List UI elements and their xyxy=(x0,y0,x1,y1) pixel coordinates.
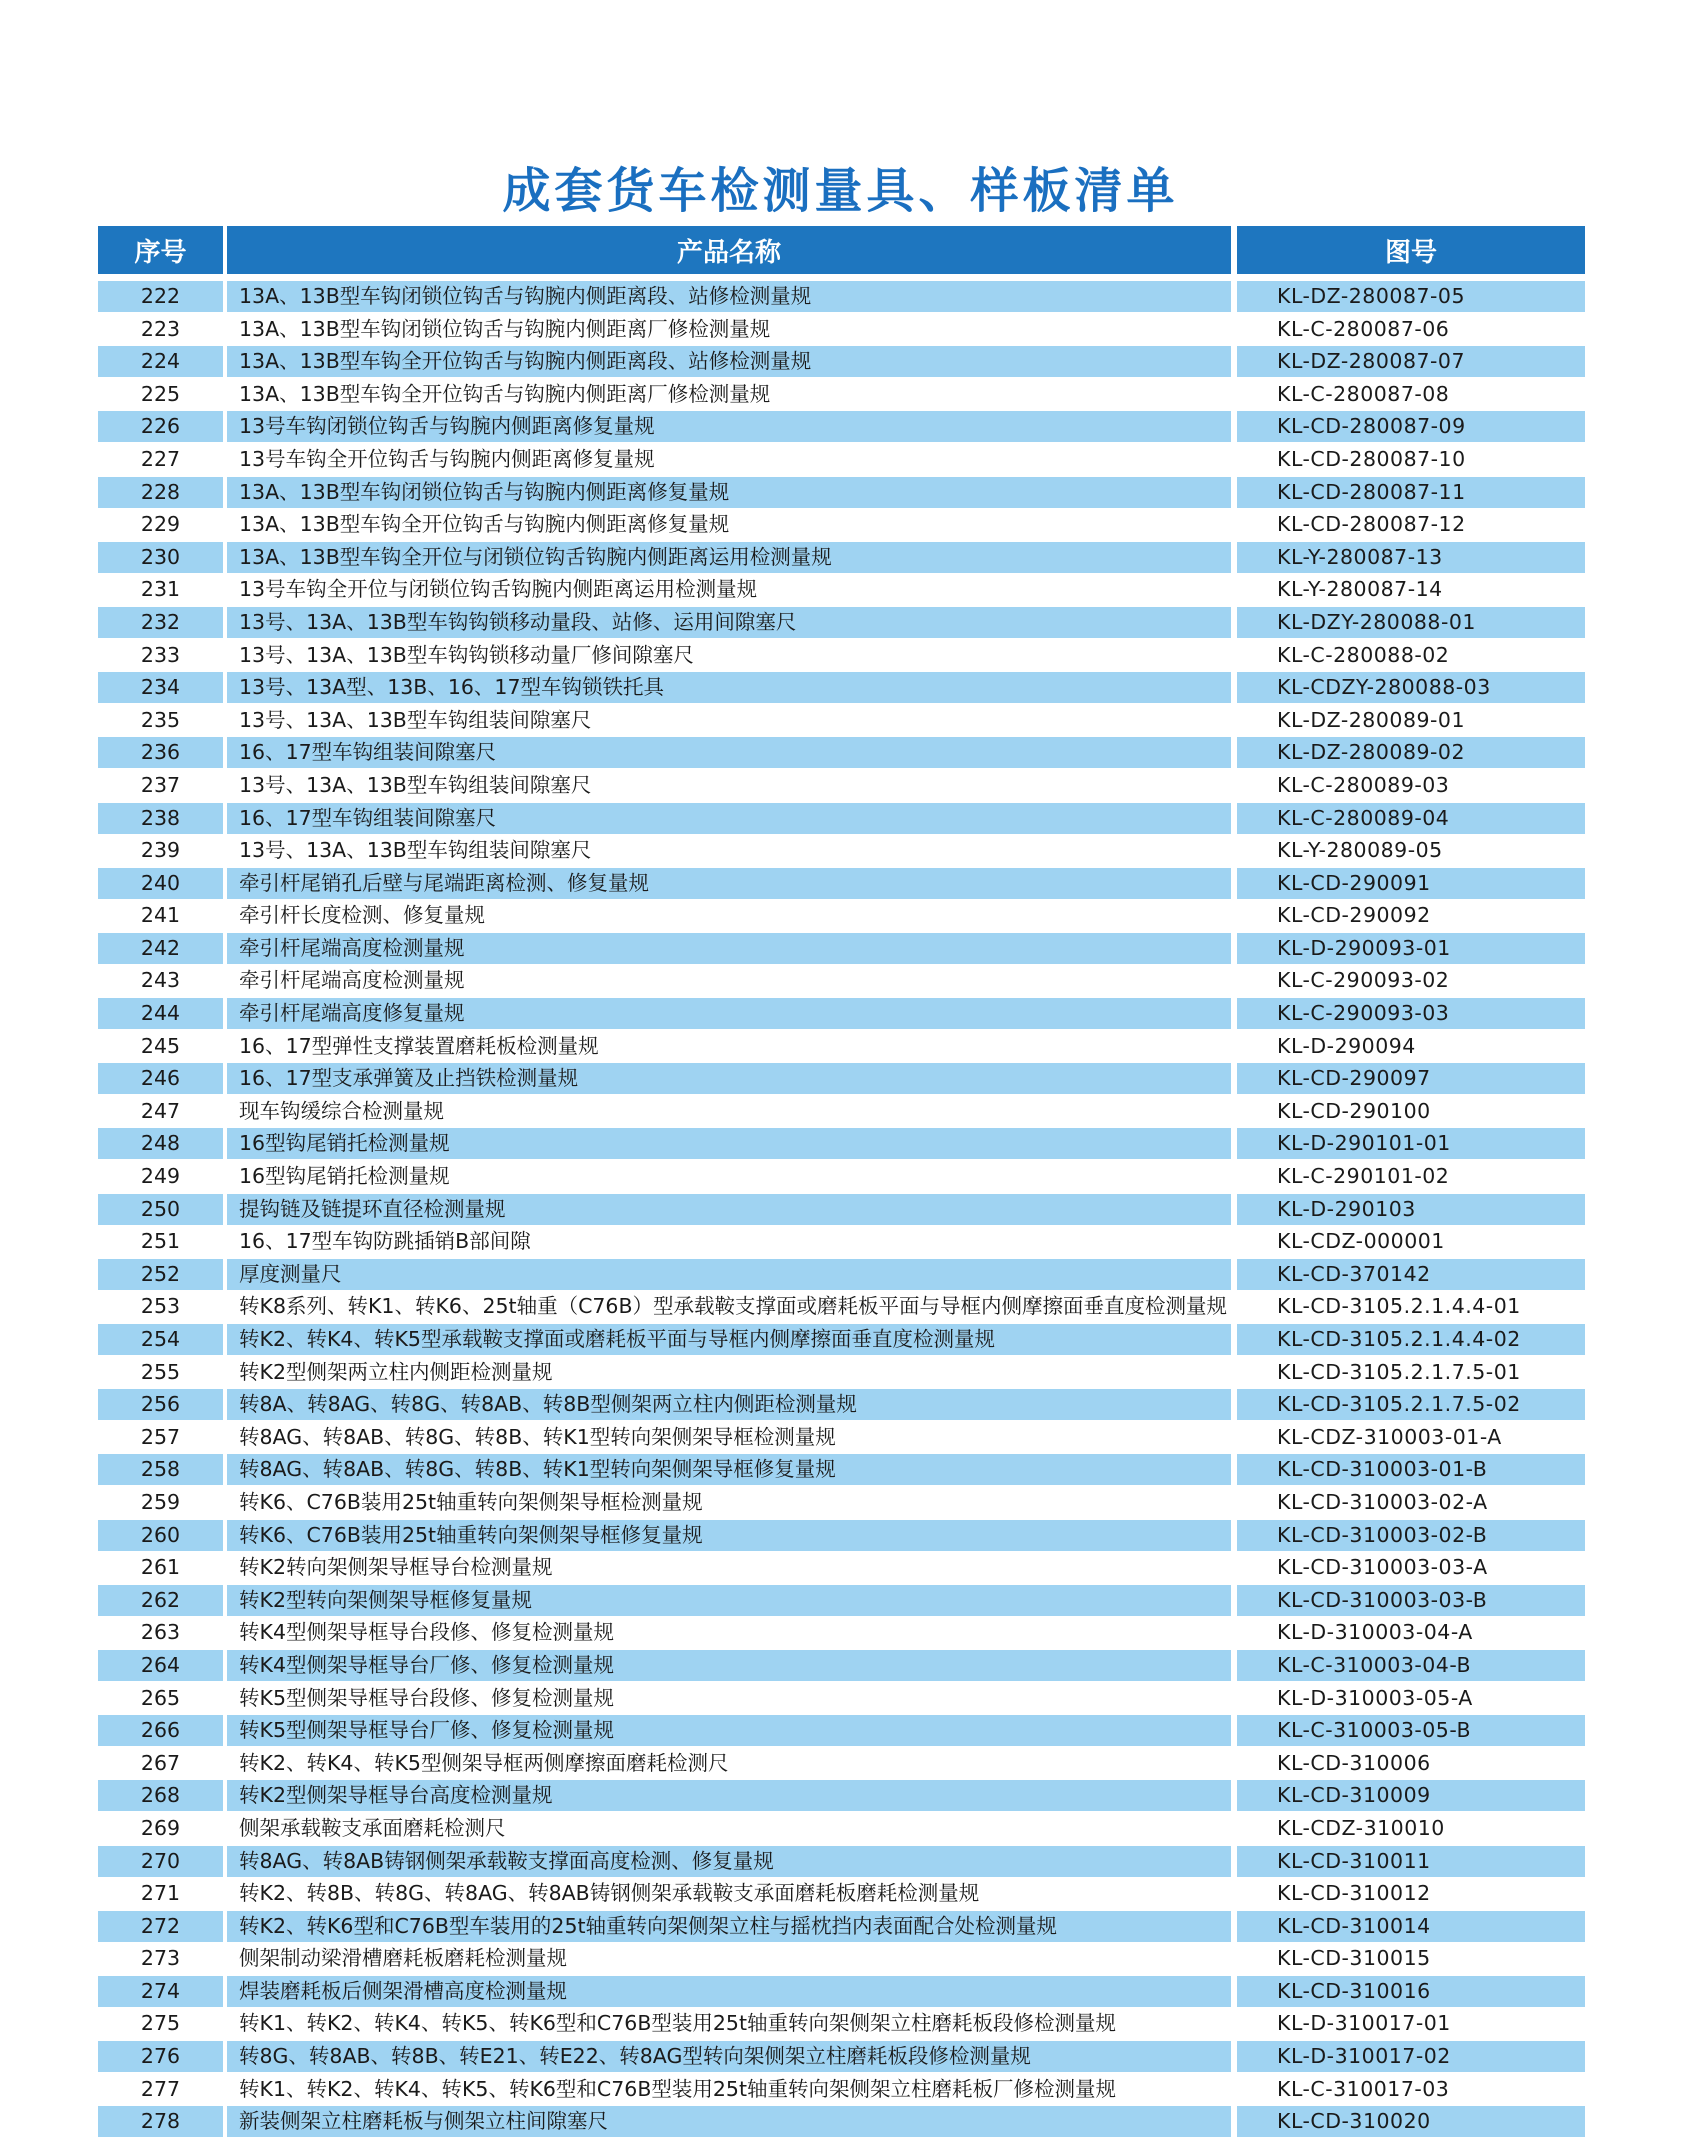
cell-product-name: 16、17型弹性支撑装置磨耗板检测量规 xyxy=(239,1033,599,1058)
cell-product-name: 转8AG、转8AB铸钢侧架承载鞍支撑面高度检测、修复量规 xyxy=(227,1846,1231,1877)
cell-serial-number: 267 xyxy=(140,1750,181,1775)
table-row xyxy=(0,1813,1681,1846)
cell-drawing-number: KL-CD-310003-03-A xyxy=(1277,1555,1488,1580)
cell-product-name: 13号车钩全开位与闭锁位钩舌钩腕内侧距离运用检测量规 xyxy=(239,577,758,602)
cell-serial-number: 243 xyxy=(140,968,181,993)
page-title: 成套货车检测量具、样板清单 xyxy=(502,163,1179,219)
cell-drawing-number: KL-CD-290097 xyxy=(1237,1063,1585,1094)
cell-product-name: 16、17型支承弹簧及止挡铁检测量规 xyxy=(227,1063,1231,1094)
cell-serial-number: 271 xyxy=(140,1881,181,1906)
cell-product-name: 13号车钩闭锁位钩舌与钩腕内侧距离修复量规 xyxy=(227,411,1231,442)
cell-drawing-number: KL-CD-310009 xyxy=(1237,1780,1585,1811)
table-row xyxy=(0,1389,1681,1422)
cell-serial-number: 257 xyxy=(140,1424,181,1449)
cell-product-name: 转K2型侧架两立柱内侧距检测量规 xyxy=(239,1359,553,1384)
table-row xyxy=(0,933,1681,966)
cell-serial-number: 238 xyxy=(98,803,223,834)
cell-serial-number: 277 xyxy=(140,2076,181,2101)
cell-drawing-number: KL-CD-3105.2.1.4.4-01 xyxy=(1277,1294,1521,1319)
cell-drawing-number: KL-C-290093-03 xyxy=(1237,998,1585,1029)
cell-serial-number: 264 xyxy=(98,1650,223,1681)
cell-serial-number: 251 xyxy=(140,1229,181,1254)
cell-serial-number: 237 xyxy=(140,772,181,797)
cell-serial-number: 263 xyxy=(140,1620,181,1645)
cell-product-name: 侧架制动梁滑槽磨耗板磨耗检测量规 xyxy=(239,1946,567,1971)
table-row xyxy=(0,868,1681,901)
cell-drawing-number: KL-CDZY-280088-03 xyxy=(1237,672,1585,703)
cell-product-name: 转K5型侧架导框导台厂修、修复检测量规 xyxy=(227,1715,1231,1746)
cell-serial-number: 248 xyxy=(98,1128,223,1159)
cell-product-name: 转K6、C76B装用25t轴重转向架侧架导框检测量规 xyxy=(239,1489,703,1514)
cell-serial-number: 230 xyxy=(98,542,223,573)
cell-drawing-number: KL-C-310003-04-B xyxy=(1237,1650,1585,1681)
cell-drawing-number: KL-CD-280087-10 xyxy=(1277,446,1466,471)
cell-serial-number: 249 xyxy=(140,1164,181,1189)
table-row xyxy=(0,965,1681,998)
cell-drawing-number: KL-CD-310012 xyxy=(1277,1881,1431,1906)
cell-product-name: 13号、13A、13B型车钩组装间隙塞尺 xyxy=(239,707,592,732)
cell-drawing-number: KL-C-280089-04 xyxy=(1237,803,1585,834)
cell-drawing-number: KL-C-280088-02 xyxy=(1277,642,1450,667)
cell-drawing-number: KL-CD-290092 xyxy=(1277,903,1431,928)
cell-serial-number: 265 xyxy=(140,1685,181,1710)
cell-product-name: 牵引杆长度检测、修复量规 xyxy=(239,903,485,928)
table-row xyxy=(0,1780,1681,1813)
cell-drawing-number: KL-CD-310011 xyxy=(1237,1846,1585,1877)
cell-drawing-number: KL-C-280089-03 xyxy=(1277,772,1450,797)
cell-serial-number: 225 xyxy=(140,381,181,406)
table-row xyxy=(0,1454,1681,1487)
column-header-name: 产品名称 xyxy=(227,226,1231,274)
cell-product-name: 13号、13A、13B型车钩钩锁移动量厂修间隙塞尺 xyxy=(239,642,694,667)
cell-drawing-number: KL-DZ-280089-02 xyxy=(1237,737,1585,768)
cell-serial-number: 250 xyxy=(98,1194,223,1225)
table-row xyxy=(0,640,1681,673)
cell-product-name: 牵引杆尾端高度检测量规 xyxy=(227,933,1231,964)
cell-product-name: 现车钩缓综合检测量规 xyxy=(239,1098,444,1123)
cell-product-name: 13号、13A、13B型车钩组装间隙塞尺 xyxy=(239,838,592,863)
cell-drawing-number: KL-C-310017-03 xyxy=(1277,2076,1450,2101)
cell-serial-number: 273 xyxy=(140,1946,181,1971)
cell-product-name: 16型钩尾销托检测量规 xyxy=(239,1164,450,1189)
cell-drawing-number: KL-CD-310003-02-B xyxy=(1237,1520,1585,1551)
table-row xyxy=(0,509,1681,542)
cell-serial-number: 252 xyxy=(98,1259,223,1290)
column-header-no: 序号 xyxy=(98,226,223,274)
cell-serial-number: 223 xyxy=(140,316,181,341)
cell-serial-number: 270 xyxy=(98,1846,223,1877)
table-row xyxy=(0,1031,1681,1064)
cell-serial-number: 234 xyxy=(98,672,223,703)
cell-serial-number: 266 xyxy=(98,1715,223,1746)
cell-serial-number: 226 xyxy=(98,411,223,442)
table-row xyxy=(0,281,1681,314)
cell-serial-number: 240 xyxy=(98,868,223,899)
cell-drawing-number: KL-CD-3105.2.1.4.4-02 xyxy=(1237,1324,1585,1355)
cell-serial-number: 275 xyxy=(140,2011,181,2036)
cell-product-name: 16、17型车钩防跳插销B部间隙 xyxy=(239,1229,531,1254)
cell-drawing-number: KL-CD-280087-12 xyxy=(1277,512,1466,537)
table-row xyxy=(0,1911,1681,1944)
cell-serial-number: 227 xyxy=(140,446,181,471)
cell-drawing-number: KL-D-310017-02 xyxy=(1237,2041,1585,2072)
cell-drawing-number: KL-C-280087-08 xyxy=(1277,381,1450,406)
cell-product-name: 13号车钩全开位钩舌与钩腕内侧距离修复量规 xyxy=(239,446,655,471)
table-row xyxy=(0,1552,1681,1585)
cell-product-name: 13A、13B型车钩全开位钩舌与钩腕内侧距离厂修检测量规 xyxy=(239,381,771,406)
cell-drawing-number: KL-CD-280087-09 xyxy=(1237,411,1585,442)
cell-serial-number: 262 xyxy=(98,1585,223,1616)
cell-product-name: 13号、13A、13B型车钩组装间隙塞尺 xyxy=(239,772,592,797)
cell-product-name: 牵引杆尾端高度检测量规 xyxy=(239,968,465,993)
cell-serial-number: 278 xyxy=(98,2106,223,2137)
cell-product-name: 16、17型车钩组装间隙塞尺 xyxy=(227,803,1231,834)
table-row xyxy=(0,705,1681,738)
cell-drawing-number: KL-CD-310003-03-B xyxy=(1237,1585,1585,1616)
cell-drawing-number: KL-CD-310003-02-A xyxy=(1277,1489,1488,1514)
cell-drawing-number: KL-Y-280089-05 xyxy=(1277,838,1443,863)
cell-drawing-number: KL-DZY-280088-01 xyxy=(1237,607,1585,638)
cell-product-name: 转K2型转向架侧架导框修复量规 xyxy=(227,1585,1231,1616)
product-table xyxy=(0,281,1681,2139)
table-row xyxy=(0,1096,1681,1129)
cell-product-name: 侧架承载鞍支承面磨耗检测尺 xyxy=(239,1815,506,1840)
cell-product-name: 转K5型侧架导框导台段修、修复检测量规 xyxy=(239,1685,614,1710)
cell-drawing-number: KL-CDZ-000001 xyxy=(1277,1229,1445,1254)
cell-serial-number: 268 xyxy=(98,1780,223,1811)
cell-serial-number: 274 xyxy=(98,1976,223,2007)
cell-drawing-number: KL-Y-280087-13 xyxy=(1237,542,1585,573)
cell-serial-number: 224 xyxy=(98,346,223,377)
table-row xyxy=(0,314,1681,347)
cell-serial-number: 228 xyxy=(98,477,223,508)
cell-drawing-number: KL-C-290093-02 xyxy=(1277,968,1450,993)
cell-product-name: 转K4型侧架导框导台段修、修复检测量规 xyxy=(239,1620,614,1645)
cell-product-name: 13A、13B型车钩闭锁位钩舌与钩腕内侧距离段、站修检测量规 xyxy=(227,281,1231,312)
table-row xyxy=(0,607,1681,640)
cell-drawing-number: KL-D-290093-01 xyxy=(1237,933,1585,964)
cell-serial-number: 245 xyxy=(140,1033,181,1058)
cell-product-name: 转8A、转8AG、转8G、转8AB、转8B型侧架两立柱内侧距检测量规 xyxy=(227,1389,1231,1420)
table-row xyxy=(0,2041,1681,2074)
table-row xyxy=(0,1226,1681,1259)
table-row xyxy=(0,1128,1681,1161)
cell-product-name: 转8AG、转8AB、转8G、转8B、转K1型转向架侧架导框修复量规 xyxy=(227,1454,1231,1485)
cell-serial-number: 259 xyxy=(140,1489,181,1514)
cell-serial-number: 239 xyxy=(140,838,181,863)
cell-serial-number: 242 xyxy=(98,933,223,964)
table-row xyxy=(0,477,1681,510)
cell-product-name: 牵引杆尾端高度修复量规 xyxy=(227,998,1231,1029)
cell-serial-number: 254 xyxy=(98,1324,223,1355)
cell-drawing-number: KL-C-280087-06 xyxy=(1277,316,1450,341)
cell-drawing-number: KL-CD-310016 xyxy=(1237,1976,1585,2007)
cell-drawing-number: KL-D-310003-05-A xyxy=(1277,1685,1473,1710)
cell-drawing-number: KL-CD-310006 xyxy=(1277,1750,1431,1775)
cell-product-name: 转K2、转K4、转K5型承载鞍支撑面或磨耗板平面与导框内侧摩擦面垂直度检测量规 xyxy=(227,1324,1231,1355)
cell-drawing-number: KL-DZ-280087-07 xyxy=(1237,346,1585,377)
cell-drawing-number: KL-CD-280087-11 xyxy=(1237,477,1585,508)
cell-product-name: 厚度测量尺 xyxy=(227,1259,1231,1290)
cell-product-name: 转K2、转K4、转K5型侧架导框两侧摩擦面磨耗检测尺 xyxy=(239,1750,729,1775)
cell-serial-number: 272 xyxy=(98,1911,223,1942)
table-row xyxy=(0,900,1681,933)
table-row xyxy=(0,1878,1681,1911)
cell-serial-number: 236 xyxy=(98,737,223,768)
cell-drawing-number: KL-DZ-280087-05 xyxy=(1237,281,1585,312)
cell-serial-number: 222 xyxy=(98,281,223,312)
table-row xyxy=(0,1520,1681,1553)
table-row xyxy=(0,1585,1681,1618)
table-row xyxy=(0,1161,1681,1194)
cell-drawing-number: KL-CD-290091 xyxy=(1237,868,1585,899)
cell-drawing-number: KL-C-290101-02 xyxy=(1277,1164,1450,1189)
cell-product-name: 13A、13B型车钩全开位钩舌与钩腕内侧距离段、站修检测量规 xyxy=(227,346,1231,377)
table-row xyxy=(0,1357,1681,1390)
table-row xyxy=(0,1324,1681,1357)
cell-serial-number: 261 xyxy=(140,1555,181,1580)
cell-serial-number: 232 xyxy=(98,607,223,638)
table-row xyxy=(0,672,1681,705)
cell-drawing-number: KL-DZ-280089-01 xyxy=(1277,707,1466,732)
cell-serial-number: 244 xyxy=(98,998,223,1029)
table-row xyxy=(0,1943,1681,1976)
cell-product-name: 转K2转向架侧架导框导台检测量规 xyxy=(239,1555,553,1580)
cell-product-name: 13A、13B型车钩全开位与闭锁位钩舌钩腕内侧距离运用检测量规 xyxy=(227,542,1231,573)
cell-product-name: 13号、13A、13B型车钩钩锁移动量段、站修、运用间隙塞尺 xyxy=(227,607,1231,638)
cell-product-name: 转K1、转K2、转K4、转K5、转K6型和C76B型装用25t轴重转向架侧架立柱磨耗板段修检测量规 xyxy=(239,2011,1117,2036)
table-row xyxy=(0,998,1681,1031)
table-row xyxy=(0,835,1681,868)
table-row xyxy=(0,379,1681,412)
table-row xyxy=(0,1976,1681,2009)
cell-product-name: 新装侧架立柱磨耗板与侧架立柱间隙塞尺 xyxy=(227,2106,1231,2137)
cell-drawing-number: KL-Y-280087-14 xyxy=(1277,577,1443,602)
table-row xyxy=(0,411,1681,444)
cell-serial-number: 255 xyxy=(140,1359,181,1384)
cell-drawing-number: KL-CD-310015 xyxy=(1277,1946,1431,1971)
cell-drawing-number: KL-D-310003-04-A xyxy=(1277,1620,1473,1645)
table-row xyxy=(0,1259,1681,1292)
cell-drawing-number: KL-CD-370142 xyxy=(1237,1259,1585,1290)
cell-product-name: 16型钩尾销托检测量规 xyxy=(227,1128,1231,1159)
cell-product-name: 16、17型车钩组装间隙塞尺 xyxy=(227,737,1231,768)
cell-drawing-number: KL-CD-290100 xyxy=(1277,1098,1431,1123)
table-row xyxy=(0,346,1681,379)
table-row xyxy=(0,1291,1681,1324)
cell-serial-number: 229 xyxy=(140,512,181,537)
table-row xyxy=(0,1650,1681,1683)
table-row xyxy=(0,770,1681,803)
cell-product-name: 转K4型侧架导框导台厂修、修复检测量规 xyxy=(227,1650,1231,1681)
cell-product-name: 转8G、转8AB、转8B、转E21、转E22、转8AG型转向架侧架立柱磨耗板段修检测量规 xyxy=(227,2041,1231,2072)
cell-serial-number: 241 xyxy=(140,903,181,928)
cell-drawing-number: KL-CDZ-310010 xyxy=(1277,1815,1445,1840)
cell-drawing-number: KL-CD-3105.2.1.7.5-02 xyxy=(1237,1389,1585,1420)
table-row xyxy=(0,1063,1681,1096)
table-row xyxy=(0,2074,1681,2107)
cell-serial-number: 246 xyxy=(98,1063,223,1094)
cell-serial-number: 269 xyxy=(140,1815,181,1840)
cell-drawing-number: KL-CDZ-310003-01-A xyxy=(1277,1424,1502,1449)
cell-drawing-number: KL-CD-310003-01-B xyxy=(1237,1454,1585,1485)
cell-product-name: 转K8系列、转K1、转K6、25t轴重（C76B）型承载鞍支撑面或磨耗板平面与导框内侧摩擦面垂直度检测量规 xyxy=(239,1294,1228,1319)
cell-serial-number: 276 xyxy=(98,2041,223,2072)
cell-product-name: 牵引杆尾销孔后壁与尾端距离检测、修复量规 xyxy=(227,868,1231,899)
cell-drawing-number: KL-D-290103 xyxy=(1237,1194,1585,1225)
cell-product-name: 转K2、转8B、转8G、转8AG、转8AB铸钢侧架承载鞍支承面磨耗板磨耗检测量规 xyxy=(239,1881,980,1906)
cell-serial-number: 247 xyxy=(140,1098,181,1123)
cell-serial-number: 235 xyxy=(140,707,181,732)
table-row xyxy=(0,2008,1681,2041)
table-row xyxy=(0,2106,1681,2139)
cell-product-name: 13A、13B型车钩全开位钩舌与钩腕内侧距离修复量规 xyxy=(239,512,730,537)
table-row xyxy=(0,1683,1681,1716)
table-row xyxy=(0,444,1681,477)
cell-product-name: 转8AG、转8AB、转8G、转8B、转K1型转向架侧架导框检测量规 xyxy=(239,1424,836,1449)
cell-drawing-number: KL-C-310003-05-B xyxy=(1237,1715,1585,1746)
cell-product-name: 13A、13B型车钩闭锁位钩舌与钩腕内侧距离修复量规 xyxy=(227,477,1231,508)
cell-product-name: 转K2型侧架导框导台高度检测量规 xyxy=(227,1780,1231,1811)
cell-serial-number: 258 xyxy=(98,1454,223,1485)
cell-product-name: 转K2、转K6型和C76B型车装用的25t轴重转向架侧架立柱与摇枕挡内表面配合处检测量规 xyxy=(227,1911,1231,1942)
table-row xyxy=(0,1422,1681,1455)
table-row xyxy=(0,1748,1681,1781)
table-row xyxy=(0,1194,1681,1227)
cell-drawing-number: KL-CD-310014 xyxy=(1237,1911,1585,1942)
cell-product-name: 转K6、C76B装用25t轴重转向架侧架导框修复量规 xyxy=(227,1520,1231,1551)
cell-drawing-number: KL-D-290101-01 xyxy=(1237,1128,1585,1159)
table-row xyxy=(0,737,1681,770)
table-row xyxy=(0,1487,1681,1520)
cell-product-name: 提钩链及链提环直径检测量规 xyxy=(227,1194,1231,1225)
table-row xyxy=(0,1715,1681,1748)
table-row xyxy=(0,1846,1681,1879)
cell-serial-number: 253 xyxy=(140,1294,181,1319)
cell-drawing-number: KL-D-290094 xyxy=(1277,1033,1416,1058)
cell-product-name: 13A、13B型车钩闭锁位钩舌与钩腕内侧距离厂修检测量规 xyxy=(239,316,771,341)
cell-serial-number: 256 xyxy=(98,1389,223,1420)
cell-product-name: 转K1、转K2、转K4、转K5、转K6型和C76B型装用25t轴重转向架侧架立柱磨耗板厂修检测量规 xyxy=(239,2076,1117,2101)
cell-serial-number: 231 xyxy=(140,577,181,602)
column-header-code: 图号 xyxy=(1237,226,1585,274)
cell-drawing-number: KL-CD-3105.2.1.7.5-01 xyxy=(1277,1359,1521,1384)
cell-serial-number: 260 xyxy=(98,1520,223,1551)
table-row xyxy=(0,1617,1681,1650)
cell-serial-number: 233 xyxy=(140,642,181,667)
table-row xyxy=(0,803,1681,836)
table-row xyxy=(0,542,1681,575)
cell-product-name: 13号、13A型、13B、16、17型车钩锁铁托具 xyxy=(227,672,1231,703)
cell-drawing-number: KL-CD-310020 xyxy=(1237,2106,1585,2137)
cell-product-name: 焊装磨耗板后侧架滑槽高度检测量规 xyxy=(227,1976,1231,2007)
cell-drawing-number: KL-D-310017-01 xyxy=(1277,2011,1451,2036)
table-row xyxy=(0,574,1681,607)
